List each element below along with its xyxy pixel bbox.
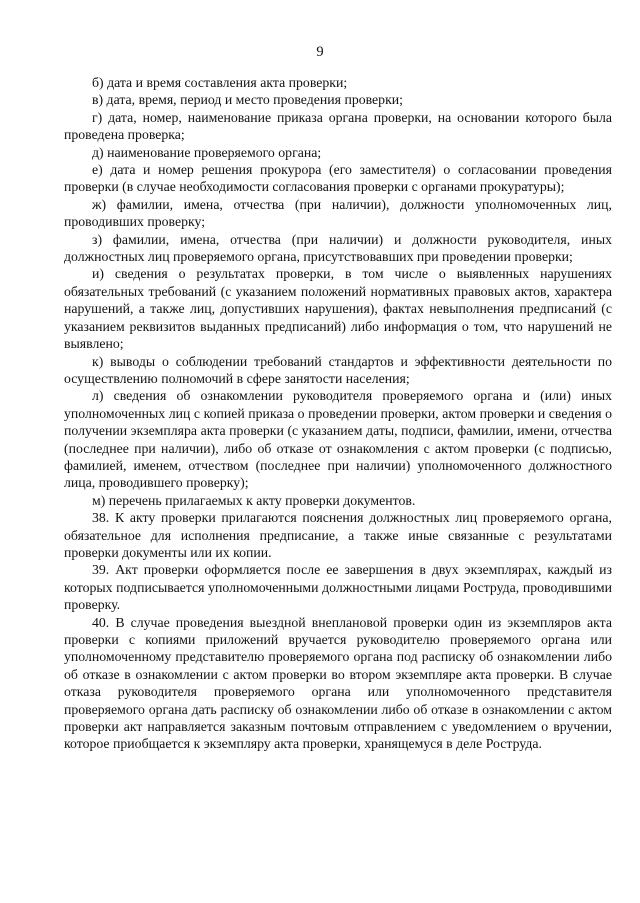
list-item-m: м) перечень прилагаемых к акту проверки документов. — [92, 492, 416, 508]
list-item-d: д) наименование проверяемого органа; — [92, 144, 322, 160]
list-item-v: в) дата, время, период и место проведения проверки; — [92, 92, 404, 108]
clause-38: 38. К акту проверки прилагаются пояснения должностных лиц проверяемого органа, обязательное для исполнения предписание, а также иные связанные с результатами проверки документы или их копии. — [64, 510, 612, 560]
list-item-i: и) сведения о результатах проверки, в том числе о выявленных нарушениях обязательных требований (с указанием положений нормативных правовых актов, характера нарушений, а также лиц, допустивших нарушения), фактах невыполнения предписаний (с указанием реквизитов выданных предписаний) либо информация о том, что нарушений не выявлено; — [64, 266, 612, 352]
list-item-zh: ж) фамилии, имена, отчества (при наличии), должности уполномоченных лиц, проводивших проверку; — [64, 196, 612, 230]
clause-39: 39. Акт проверки оформляется после ее завершения в двух экземплярах, каждый из которых подписывается уполномоченными должностными лицами Роструда, проводившими проверку. — [64, 562, 612, 613]
list-item-k: к) выводы о соблюдении требований стандартов и эффективности деятельности по осуществлению полномочий в сфере занятости населения; — [64, 353, 612, 386]
list-item-e: е) дата и номер решения прокурора (его заместителя) о согласовании проведения проверки (в случае необходимости согласования проверки с органами прокуратуры); — [64, 162, 612, 195]
list-item-g: г) дата, номер, наименование приказа органа проверки, на основании которого была проведена проверка; — [64, 109, 612, 143]
page-number: 9 — [316, 44, 324, 60]
list-item-l: л) сведения об ознакомлении руководителя проверяемого органа и (или) иных уполномоченных лиц с копией приказа о проведении проверки, актом проверки и сведения о получении экземпляра акта проверки (с указанием даты, подписи, фамилии, имени, отчества (последнее при наличии), либо об отказе от ознакомления с актом проверки (с подписью, фамилией, именем, отчеством (последнее при наличии) уполномоченного должностного лица, проводившего проверку); — [64, 388, 612, 491]
clause-40: 40. В случае проведения выездной внеплановой проверки один из экземпляров акта проверки с копиями приложений вручается руководителю проверяемого органа или уполномоченному представителю проверяемого органа под расписку об ознакомлении либо об отказе в ознакомлении с актом проверки во втором экземпляре акта проверки. В случае отказа руководителя проверяемого органа или уполномоченного представителя проверяемого органа дать расписку об ознакомлении либо об отказе в ознакомлении с актом проверки акт направляется заказным почтовым отправлением с уведомлением о вручении, которое приобщается к экземпляру акта проверки, хранящемуся в деле Роструда. — [64, 614, 612, 752]
list-item-z: з) фамилии, имена, отчества (при наличии) и должности руководителя, иных должностных лиц проверяемого органа, присутствовавших при проведении проверки; — [64, 231, 612, 265]
document-body — [64, 74, 612, 753]
list-item-b: б) дата и время составления акта проверки; — [92, 75, 348, 90]
